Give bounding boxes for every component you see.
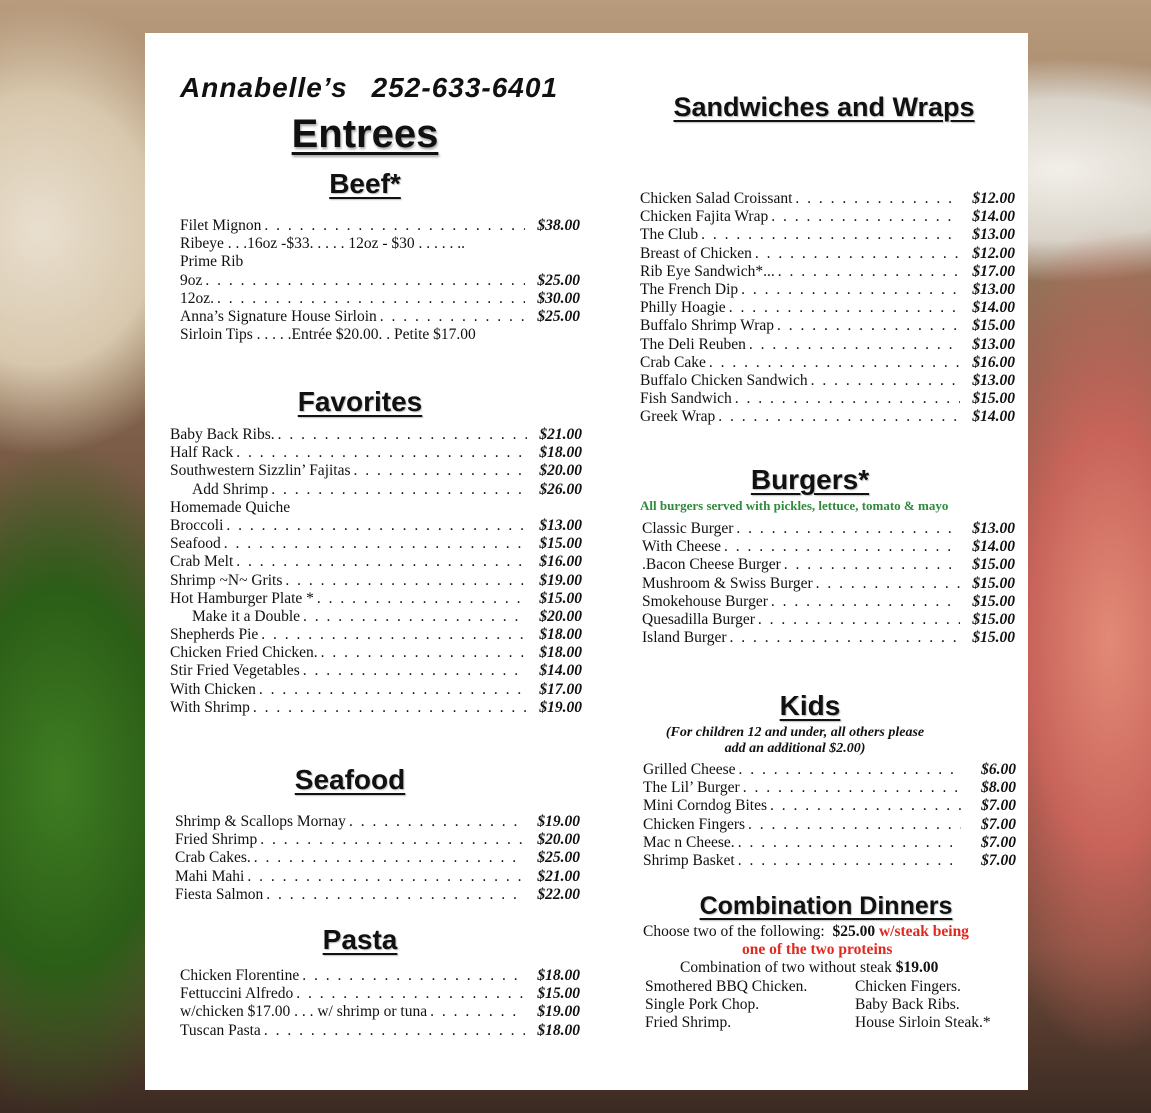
menu-item-price: $15.00 bbox=[972, 317, 1015, 335]
menu-item-price: $15.00 bbox=[972, 629, 1015, 647]
menu-item-price: $18.00 bbox=[539, 644, 582, 662]
menu-item-price: $12.00 bbox=[972, 244, 1015, 262]
menu-item-name: Seafood bbox=[170, 535, 221, 553]
dot-leader bbox=[303, 662, 527, 680]
menu-item bbox=[180, 326, 580, 344]
menu-item bbox=[640, 372, 1015, 390]
burgers-list bbox=[642, 520, 1015, 647]
menu-item bbox=[640, 226, 1015, 244]
dot-leader bbox=[784, 556, 960, 574]
menu-item-name: Baby Back Ribs. bbox=[170, 426, 275, 443]
burgers-title: Burgers* bbox=[750, 464, 870, 495]
menu-item bbox=[642, 556, 1015, 574]
menu-item-name: The Lil’ Burger bbox=[643, 779, 740, 797]
menu-item bbox=[642, 611, 1015, 629]
menu-item bbox=[640, 281, 1015, 299]
dot-leader bbox=[778, 263, 960, 281]
menu-item bbox=[640, 190, 1015, 208]
favorites-title: Favorites bbox=[297, 386, 423, 417]
menu-item bbox=[640, 317, 1015, 335]
menu-item-name: Tuscan Pasta bbox=[180, 1021, 261, 1039]
menu-item bbox=[170, 553, 582, 571]
menu-item bbox=[175, 813, 580, 831]
dot-leader bbox=[236, 553, 527, 571]
menu-item bbox=[642, 629, 1015, 647]
menu-item-price: $30.00 bbox=[537, 289, 580, 307]
menu-item-name: Greek Wrap bbox=[640, 408, 716, 426]
menu-item-price: $22.00 bbox=[537, 885, 580, 903]
menu-item-price: $13.00 bbox=[972, 226, 1015, 244]
menu-item-price: $16.00 bbox=[539, 553, 582, 571]
menu-item-name: Mahi Mahi bbox=[175, 867, 245, 885]
dot-leader bbox=[701, 226, 960, 244]
menu-item-price: $25.00 bbox=[537, 271, 580, 289]
menu-item-price: $20.00 bbox=[537, 831, 580, 849]
menu-item bbox=[180, 253, 580, 271]
menu-item-price: $19.00 bbox=[537, 1003, 580, 1021]
dot-leader bbox=[380, 308, 525, 326]
dot-leader bbox=[296, 985, 525, 1003]
menu-item-price: $15.00 bbox=[539, 535, 582, 553]
menu-item-name: Southwestern Sizzlin’ Fajitas bbox=[170, 462, 351, 480]
menu-item-name: Fried Shrimp bbox=[175, 831, 258, 849]
dot-leader bbox=[430, 1003, 525, 1021]
combo-option: Fried Shrimp. bbox=[645, 1014, 732, 1032]
dot-leader bbox=[771, 593, 960, 611]
menu-item-price: $16.00 bbox=[972, 353, 1015, 371]
menu-item bbox=[180, 290, 580, 308]
dot-leader bbox=[264, 217, 525, 235]
dot-leader bbox=[770, 797, 961, 815]
menu-item-price: $21.00 bbox=[537, 867, 580, 885]
menu-item bbox=[170, 681, 582, 699]
menu-item-name: The Club bbox=[640, 226, 699, 244]
menu-item bbox=[642, 575, 1015, 593]
kids-note-line2: add an additional $2.00) bbox=[724, 741, 866, 756]
menu-item-name: Smokehouse Burger bbox=[642, 592, 768, 610]
dot-leader bbox=[254, 849, 525, 867]
menu-item-name: Chicken Salad Croissant bbox=[640, 190, 793, 207]
menu-item-name: Fish Sandwich bbox=[640, 390, 732, 408]
dot-leader bbox=[224, 535, 527, 553]
menu-item bbox=[170, 499, 582, 517]
dot-leader bbox=[735, 390, 960, 408]
entrees-title: Entrees bbox=[291, 112, 439, 156]
menu-item bbox=[643, 779, 1016, 797]
dot-leader bbox=[321, 644, 527, 662]
menu-item-price: $7.00 bbox=[981, 851, 1016, 869]
menu-item bbox=[180, 308, 580, 326]
menu-item bbox=[643, 761, 1016, 779]
kids-list bbox=[643, 761, 1016, 870]
menu-item bbox=[180, 217, 580, 235]
menu-item-price: $17.00 bbox=[972, 262, 1015, 280]
kids-note bbox=[640, 725, 950, 757]
dot-leader bbox=[349, 813, 525, 831]
menu-item-price: $13.00 bbox=[539, 516, 582, 534]
combo-option: Chicken Fingers. bbox=[855, 978, 961, 995]
dot-leader bbox=[755, 245, 960, 263]
menu-item bbox=[640, 299, 1015, 317]
dot-leader bbox=[738, 852, 961, 870]
menu-item bbox=[170, 590, 582, 608]
combo-line3-price: $19.00 bbox=[895, 959, 939, 976]
dot-leader bbox=[302, 967, 525, 985]
menu-item-name: Chicken Fajita Wrap bbox=[640, 208, 769, 226]
menu-item bbox=[643, 797, 1016, 815]
combo-line1 bbox=[643, 923, 969, 941]
menu-item-name: Classic Burger bbox=[642, 520, 734, 537]
menu-item-price: $15.00 bbox=[972, 390, 1015, 408]
menu-item-price: $14.00 bbox=[539, 662, 582, 680]
menu-item bbox=[180, 967, 580, 985]
combo-line1-prefix: Choose two of the following: bbox=[643, 923, 825, 940]
dot-leader bbox=[278, 426, 527, 444]
menu-item bbox=[175, 868, 580, 886]
menu-item-name: Buffalo Shrimp Wrap bbox=[640, 317, 774, 335]
menu-item-name: .Bacon Cheese Burger bbox=[642, 556, 781, 574]
menu-item-price: $8.00 bbox=[981, 779, 1016, 797]
restaurant-header bbox=[180, 72, 590, 104]
menu-item bbox=[640, 208, 1015, 226]
dot-leader bbox=[259, 681, 527, 699]
menu-item-name: With Shrimp bbox=[170, 698, 250, 716]
menu-item-name: Make it a Double bbox=[192, 607, 301, 625]
combo-line2-red: one of the two proteins bbox=[742, 941, 893, 958]
menu-item-name: Buffalo Chicken Sandwich bbox=[640, 371, 808, 389]
menu-item-price: $15.00 bbox=[972, 592, 1015, 610]
menu-item-price: $6.00 bbox=[981, 761, 1016, 778]
pasta-list bbox=[180, 967, 580, 1040]
dot-leader bbox=[741, 281, 960, 299]
menu-item-price: $18.00 bbox=[539, 444, 582, 462]
combo-line1-price: $25.00 bbox=[832, 923, 876, 940]
combo-options bbox=[645, 978, 1025, 1033]
menu-item-name: Chicken Florentine bbox=[180, 967, 300, 984]
menu-item bbox=[170, 572, 582, 590]
menu-item bbox=[643, 834, 1016, 852]
menu-item-price: $14.00 bbox=[972, 408, 1015, 426]
menu-item bbox=[643, 852, 1016, 870]
menu-item bbox=[180, 235, 580, 253]
menu-item-price: $13.00 bbox=[972, 520, 1015, 537]
favorites-list bbox=[170, 426, 582, 717]
menu-item-price: $38.00 bbox=[537, 217, 580, 234]
menu-item-price: $15.00 bbox=[972, 610, 1015, 628]
menu-item-name: Prime Rib bbox=[180, 253, 244, 271]
menu-item bbox=[170, 462, 582, 480]
dot-leader bbox=[205, 272, 525, 290]
combo-option: Baby Back Ribs. bbox=[855, 996, 960, 1014]
sandwiches-title: Sandwiches and Wraps bbox=[673, 92, 975, 122]
menu-item bbox=[640, 245, 1015, 263]
menu-item bbox=[642, 520, 1015, 538]
menu-item-price: $13.00 bbox=[972, 371, 1015, 389]
combo-option: Smothered BBQ Chicken. bbox=[645, 978, 808, 995]
menu-item-price: $12.00 bbox=[972, 190, 1015, 207]
beef-list bbox=[180, 217, 580, 344]
menu-item-price: $21.00 bbox=[539, 426, 582, 443]
menu-item-name: Quesadilla Burger bbox=[642, 610, 755, 628]
menu-item bbox=[170, 426, 582, 444]
menu-item-price: $19.00 bbox=[539, 698, 582, 716]
menu-item-name: With Cheese bbox=[642, 538, 722, 556]
menu-item-price: $15.00 bbox=[537, 985, 580, 1003]
menu-item-name: Chicken Fried Chicken. bbox=[170, 644, 318, 662]
dot-leader bbox=[795, 190, 960, 208]
dot-leader bbox=[264, 1022, 525, 1040]
menu-item-name: Breast of Chicken bbox=[640, 244, 752, 262]
combo-line1-red: w/steak being bbox=[878, 923, 969, 940]
dot-leader bbox=[253, 699, 527, 717]
menu-item bbox=[170, 517, 582, 535]
menu-item bbox=[170, 662, 582, 680]
menu-item-name: Shepherds Pie bbox=[170, 626, 259, 644]
menu-item bbox=[170, 626, 582, 644]
dot-leader bbox=[718, 408, 960, 426]
menu-item bbox=[643, 816, 1016, 834]
menu-item bbox=[642, 538, 1015, 556]
dot-leader bbox=[260, 831, 525, 849]
menu-item-name: Shrimp ~N~ Grits bbox=[170, 571, 283, 589]
menu-item-price: $13.00 bbox=[972, 335, 1015, 353]
dot-leader bbox=[748, 816, 961, 834]
restaurant-name: Annabelle’s bbox=[180, 72, 348, 103]
menu-item bbox=[180, 985, 580, 1003]
menu-item-name: 12oz. bbox=[180, 289, 215, 307]
menu-item-name: With Chicken bbox=[170, 680, 256, 698]
menu-item-name: Broccoli bbox=[170, 516, 224, 534]
menu-item-name: Crab Melt bbox=[170, 553, 234, 571]
combo-line3 bbox=[680, 959, 938, 977]
menu-item-price: $18.00 bbox=[537, 1021, 580, 1039]
menu-item bbox=[170, 608, 582, 626]
menu-item bbox=[640, 408, 1015, 426]
menu-item-name: Chicken Fingers bbox=[643, 815, 746, 833]
menu-item-price: $18.00 bbox=[539, 626, 582, 644]
menu-item-name: Filet Mignon bbox=[180, 217, 262, 234]
dot-leader bbox=[816, 575, 960, 593]
beef-title: Beef* bbox=[329, 168, 401, 199]
menu-item-price: $25.00 bbox=[537, 849, 580, 867]
menu-item-name: Grilled Cheese bbox=[643, 761, 736, 778]
menu-item bbox=[170, 535, 582, 553]
menu-item bbox=[170, 644, 582, 662]
dot-leader bbox=[758, 611, 960, 629]
menu-item-name: Homemade Quiche bbox=[170, 498, 291, 516]
menu-item-name: Mini Corndog Bites bbox=[643, 797, 768, 815]
dot-leader bbox=[271, 481, 527, 499]
kids-note-line1: (For children 12 and under, all others please bbox=[665, 725, 925, 740]
menu-item-name: 9oz bbox=[180, 271, 203, 289]
dot-leader bbox=[771, 208, 960, 226]
menu-item-name: Half Rack bbox=[170, 444, 234, 462]
menu-item bbox=[640, 336, 1015, 354]
menu-item-name: Shrimp Basket bbox=[643, 851, 735, 869]
dot-leader bbox=[354, 462, 527, 480]
menu-item-name: Rib Eye Sandwich*... bbox=[640, 262, 775, 280]
menu-item bbox=[170, 481, 582, 499]
menu-item-name: The French Dip bbox=[640, 280, 739, 298]
dot-leader bbox=[266, 886, 525, 904]
menu-item-name: Fiesta Salmon bbox=[175, 885, 264, 903]
dot-leader bbox=[729, 299, 960, 317]
combo-option: Single Pork Chop. bbox=[645, 996, 760, 1014]
menu-item-price: $14.00 bbox=[972, 538, 1015, 556]
menu-item-name: Sirloin Tips . . . . .Entrée $20.00. . Petite $17.00 bbox=[180, 326, 476, 344]
menu-item-price: $19.00 bbox=[537, 813, 580, 830]
menu-item bbox=[642, 593, 1015, 611]
menu-item-name: Ribeye . . .16oz -$33. . . . . 12oz - $30 . . . . . .. bbox=[180, 235, 465, 253]
menu-item-price: $7.00 bbox=[981, 815, 1016, 833]
dot-leader bbox=[303, 608, 527, 626]
menu-item bbox=[640, 354, 1015, 372]
dot-leader bbox=[261, 626, 527, 644]
menu-item-name: Mushroom & Swiss Burger bbox=[642, 574, 813, 592]
menu-item-name: Crab Cakes. bbox=[175, 849, 251, 867]
menu-item-name: Philly Hoagie bbox=[640, 299, 726, 317]
combo-title: Combination Dinners bbox=[699, 892, 953, 920]
menu-item-price: $15.00 bbox=[972, 556, 1015, 574]
dot-leader bbox=[743, 779, 961, 797]
menu-item-name: Fettuccini Alfredo bbox=[180, 985, 294, 1003]
menu-item-price: $15.00 bbox=[539, 589, 582, 607]
menu-item-name: The Deli Reuben bbox=[640, 335, 746, 353]
dot-leader bbox=[777, 317, 960, 335]
menu-item-price: $15.00 bbox=[972, 574, 1015, 592]
dot-leader bbox=[811, 372, 960, 390]
menu-item-price: $26.00 bbox=[539, 480, 582, 498]
menu-item-price: $7.00 bbox=[981, 797, 1016, 815]
menu-item bbox=[175, 886, 580, 904]
menu-item-price: $14.00 bbox=[972, 299, 1015, 317]
menu-item bbox=[170, 699, 582, 717]
menu-item bbox=[640, 263, 1015, 281]
menu-item-name: Add Shrimp bbox=[192, 480, 269, 498]
dot-leader bbox=[709, 354, 960, 372]
menu-item-name: Mac n Cheese. bbox=[643, 833, 735, 851]
menu-item bbox=[175, 831, 580, 849]
menu-item-price: $19.00 bbox=[539, 571, 582, 589]
menu-item bbox=[170, 444, 582, 462]
kids-title: Kids bbox=[779, 690, 841, 721]
dot-leader bbox=[749, 336, 960, 354]
menu-item-price: $18.00 bbox=[537, 967, 580, 984]
seafood-list bbox=[175, 813, 580, 904]
dot-leader bbox=[317, 590, 527, 608]
menu-item bbox=[180, 1003, 580, 1021]
menu-item-name: Shrimp & Scallops Mornay bbox=[175, 813, 346, 830]
menu-item-name: Crab Cake bbox=[640, 353, 706, 371]
menu-item bbox=[640, 390, 1015, 408]
dot-leader bbox=[736, 520, 960, 538]
dot-leader bbox=[724, 538, 960, 556]
combo-line3-text: Combination of two without steak bbox=[680, 959, 892, 976]
dot-leader bbox=[738, 834, 961, 852]
menu-item-name: Hot Hamburger Plate * bbox=[170, 589, 314, 607]
menu-item bbox=[180, 1022, 580, 1040]
pasta-title: Pasta bbox=[322, 924, 398, 955]
restaurant-phone: 252-633-6401 bbox=[371, 72, 559, 103]
dot-leader bbox=[730, 629, 960, 647]
menu-item-price: $25.00 bbox=[537, 307, 580, 325]
menu-item-price: $14.00 bbox=[972, 208, 1015, 226]
dot-leader bbox=[247, 868, 525, 886]
menu-item bbox=[175, 849, 580, 867]
dot-leader bbox=[236, 444, 527, 462]
sandwiches-list bbox=[640, 190, 1015, 426]
menu-item-price: $13.00 bbox=[972, 280, 1015, 298]
menu-item-price: $17.00 bbox=[539, 680, 582, 698]
menu-item-price: $20.00 bbox=[539, 607, 582, 625]
menu-item-price: $7.00 bbox=[981, 833, 1016, 851]
burgers-note: All burgers served with pickles, lettuce, tomato & mayo bbox=[640, 498, 949, 513]
menu-item-name: Island Burger bbox=[642, 629, 727, 647]
dot-leader bbox=[217, 290, 525, 308]
menu-item-name: Anna’s Signature House Sirloin bbox=[180, 307, 377, 325]
menu-item bbox=[180, 272, 580, 290]
menu-item-name: Stir Fried Vegetables bbox=[170, 662, 300, 680]
dot-leader bbox=[226, 517, 527, 535]
dot-leader bbox=[739, 761, 961, 779]
dot-leader bbox=[285, 572, 527, 590]
menu-item-price: $20.00 bbox=[539, 462, 582, 480]
seafood-title: Seafood bbox=[294, 764, 406, 795]
combo-option: House Sirloin Steak.* bbox=[855, 1014, 991, 1032]
menu-item-name: w/chicken $17.00 . . . w/ shrimp or tuna bbox=[180, 1003, 428, 1021]
